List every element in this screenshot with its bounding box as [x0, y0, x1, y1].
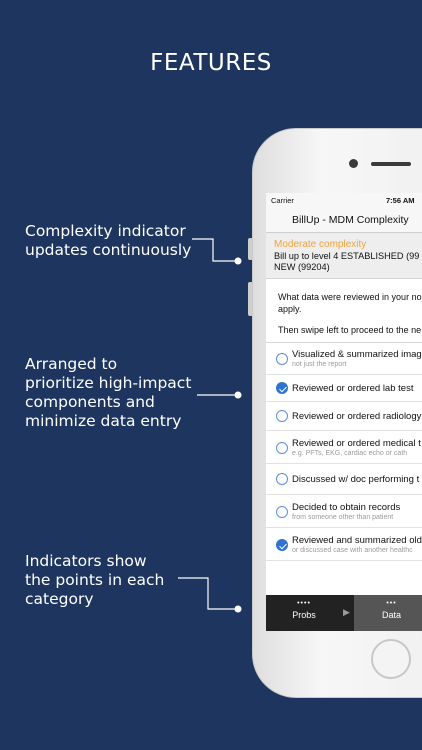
complexity-level: Moderate complexity	[274, 239, 367, 250]
connector-line	[178, 578, 238, 609]
callout-line: components and	[25, 393, 155, 411]
bill-line: Bill up to level 4 ESTABLISHED (99	[274, 251, 420, 261]
item-sublabel: not just the report	[292, 361, 347, 368]
connector-dot	[235, 258, 242, 265]
carrier-label: Carrier	[271, 196, 294, 205]
more-dots-icon: •••	[386, 600, 397, 607]
bill-line: NEW (99204)	[274, 262, 330, 272]
tab-label: Probs	[292, 610, 316, 620]
item-label: Reviewed or ordered radiology	[292, 411, 422, 422]
callout-line: Arranged to	[25, 355, 118, 373]
item-label: Visualized & summarized imag	[292, 349, 422, 360]
connector-dot	[235, 392, 242, 399]
item-label: Reviewed or ordered medical t	[292, 438, 421, 449]
tab-label: Data	[381, 610, 401, 620]
connector-line	[192, 239, 238, 261]
item-label: Reviewed or ordered lab test	[292, 383, 414, 394]
item-label: Discussed w/ doc performing t	[292, 474, 420, 485]
nav-title: BillUp - MDM Complexity	[292, 214, 409, 226]
callout-line: category	[25, 590, 94, 608]
callout-line: minimize data entry	[25, 412, 182, 430]
callout-line: prioritize high-impact	[25, 374, 192, 392]
connector-dot	[235, 606, 242, 613]
item-sublabel: or discussed case with another healthc	[292, 547, 413, 554]
more-dots-icon: ••••	[297, 600, 311, 607]
callout-line: updates continuously	[25, 241, 192, 259]
swipe-hint: Then swipe left to proceed to the ne	[278, 325, 422, 335]
question-line: What data were reviewed in your no	[278, 292, 422, 302]
item-label: Decided to obtain records	[292, 502, 401, 513]
callout-line: the points in each	[25, 571, 165, 589]
next-arrow-icon: ▶	[343, 607, 350, 617]
item-sublabel: from someone other than patient	[292, 514, 394, 521]
item-label: Reviewed and summarized old	[292, 535, 422, 546]
clock: 7:56 AM	[386, 196, 415, 205]
callout-line: Indicators show	[25, 552, 147, 570]
item-sublabel: e.g. PFTs, EKG, cardiac echo or cath	[292, 450, 408, 457]
callout-line: Complexity indicator	[25, 222, 186, 240]
question-line: apply.	[278, 304, 302, 314]
headline: FEATURES	[150, 50, 272, 76]
